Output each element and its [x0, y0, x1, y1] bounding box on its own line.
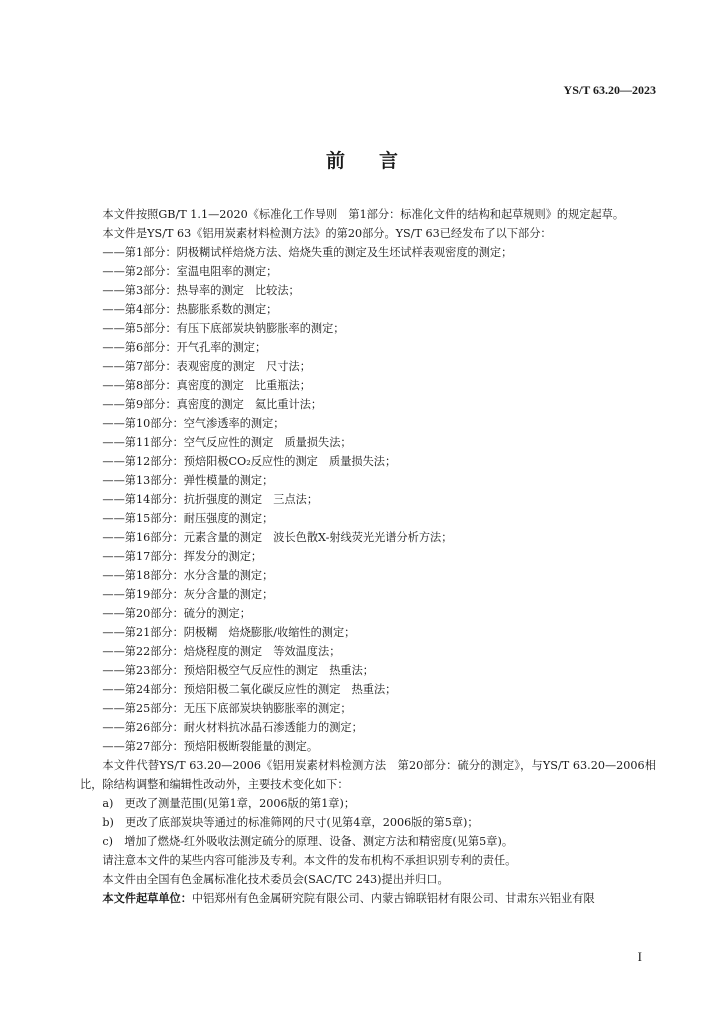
list-item: ——第2部分：室温电阻率的测定； — [102, 265, 278, 278]
list-item: ——第24部分：预焙阳极二氧化碳反应性的测定 热重法； — [102, 683, 397, 696]
drafters-text: 中铝郑州有色金属研究院有限公司、内蒙古锦联铝材有限公司、甘肃东兴铝业有限 — [191, 892, 595, 905]
parts-list — [80, 243, 656, 756]
drafters-label: 本文件起草单位： — [102, 891, 192, 905]
drafters-paragraph — [80, 889, 656, 908]
foreword-body — [80, 205, 656, 908]
list-item: ——第8部分：真密度的测定 比重瓶法； — [102, 379, 311, 392]
list-item: ——第23部分：预焙阳极空气反应性的测定 热重法； — [102, 664, 374, 677]
list-item: ——第7部分：表观密度的测定 尺寸法； — [102, 360, 311, 373]
list-item: ——第13部分：弹性模量的测定； — [102, 474, 274, 487]
list-item: ——第6部分：开气孔率的测定； — [102, 341, 267, 354]
list-item: ——第5部分：有压下底部炭块钠膨胀率的测定； — [102, 322, 345, 335]
page-title: 前言 — [325, 150, 432, 172]
list-item: ——第26部分：耐火材料抗冰晶石渗透能力的测定； — [102, 721, 363, 734]
list-item: ——第17部分：挥发分的测定； — [102, 550, 263, 563]
page-number: I — [637, 949, 642, 964]
list-item: ——第1部分：阴极糊试样焙烧方法、焙烧失重的测定及生坯试样表观密度的测定； — [102, 246, 513, 259]
list-item: b) 更改了底部炭块等通过的标准筛网的尺寸(见第4章，2006版的第5章)； — [102, 816, 479, 829]
part-intro-paragraph: 本文件是YS/T 63《铝用炭素材料检测方法》的第20部分。YS/T 63已经发布了以下部分： — [102, 227, 552, 240]
list-item: ——第3部分：热导率的测定 比较法； — [102, 284, 300, 297]
list-item: ——第18部分：水分含量的测定； — [102, 569, 274, 582]
standard-code: YS/T 63.20—2023 — [563, 83, 656, 97]
list-item: ——第20部分：硫分的测定； — [102, 607, 251, 620]
list-item: ——第14部分：抗折强度的测定 三点法； — [102, 493, 319, 506]
replacement-paragraph: 本文件代替YS/T 63.20—2006《铝用炭素材料检测方法 第20部分：硫分的测定》，与YS/T 63.20—2006相比，除结构调整和编辑性改动外，主要技术变化如下： — [80, 759, 656, 791]
list-item: ——第22部分：焙烧程度的测定 等效温度法； — [102, 645, 341, 658]
drafting-rule-paragraph: 本文件按照GB/T 1.1—2020《标准化工作导则 第1部分：标准化文件的结构和起草规则》的规定起草。 — [102, 208, 625, 221]
list-item: ——第4部分：热膨胀系数的测定； — [102, 303, 278, 316]
list-item: c) 增加了燃烧-红外吸收法测定硫分的原理、设备、测定方法和精密度(见第5章)。 — [102, 835, 514, 848]
list-item: ——第12部分：预焙阳极CO₂反应性的测定 质量损失法； — [102, 455, 397, 468]
patent-notice: 请注意本文件的某些内容可能涉及专利。本文件的发布机构不承担识别专利的责任。 — [102, 854, 517, 867]
list-item: ——第16部分：元素含量的测定 波长色散X-射线荧光光谱分析方法； — [102, 531, 453, 544]
list-item: a) 更改了测量范围(见第1章，2006版的第1章)； — [102, 797, 356, 810]
list-item: ——第9部分：真密度的测定 氦比重计法； — [102, 398, 323, 411]
list-item: ——第10部分：空气渗透率的测定； — [102, 417, 285, 430]
list-item: ——第21部分：阴极糊 焙烧膨胀/收缩性的测定； — [102, 626, 356, 639]
changes-list — [80, 794, 656, 851]
list-item: ——第11部分：空气反应性的测定 质量损失法； — [102, 436, 352, 449]
list-item: ——第27部分：预焙阳极断裂能量的测定。 — [102, 740, 319, 753]
proposer-paragraph: 本文件由全国有色金属标准化技术委员会(SAC/TC 243)提出并归口。 — [102, 873, 449, 886]
list-item: ——第25部分：无压下底部炭块钠膨胀率的测定； — [102, 702, 352, 715]
list-item: ——第19部分：灰分含量的测定； — [102, 588, 274, 601]
list-item: ——第15部分：耐压强度的测定； — [102, 512, 274, 525]
